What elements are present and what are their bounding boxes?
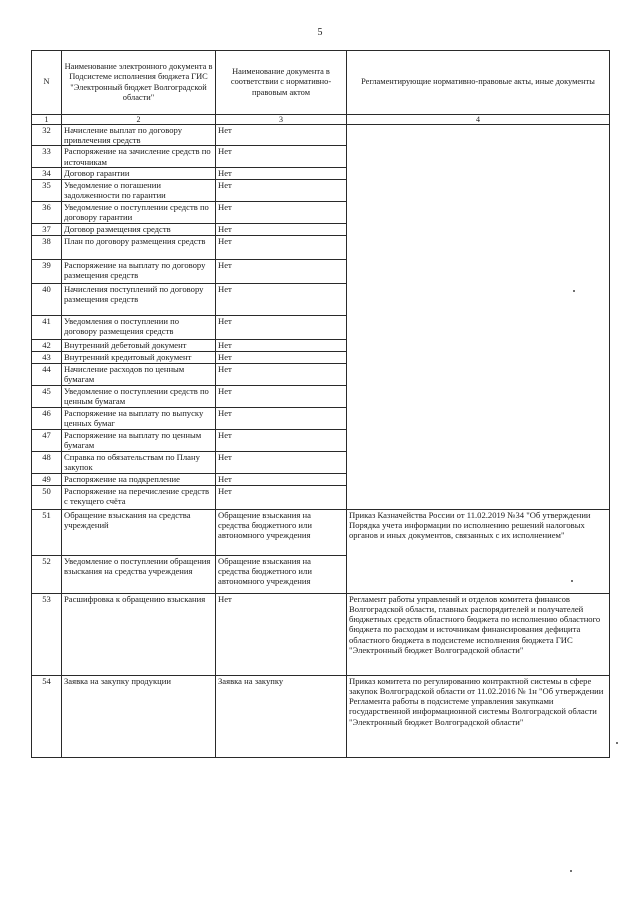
row-number: 41: [32, 315, 62, 339]
electronic-document-name: Договор гарантии: [62, 167, 216, 179]
row-number: 40: [32, 283, 62, 315]
column-index-3: 3: [216, 115, 347, 125]
row-number: 45: [32, 385, 62, 407]
page-number: 5: [317, 27, 323, 38]
header-normative-document-name: Наименование документа в соответствии с нормативно-правовым актом: [216, 51, 347, 115]
regulatory-documents-table: [31, 50, 610, 758]
electronic-document-name: Распоряжение на выплату по договору размещения средств: [62, 259, 216, 283]
electronic-document-name: Начисления поступлений по договору размещения средств: [62, 283, 216, 315]
normative-document-name: Нет: [216, 473, 347, 485]
row-number: 32: [32, 125, 62, 146]
row-number: 44: [32, 363, 62, 385]
electronic-document-name: Уведомление о поступлении средств по ценным бумагам: [62, 385, 216, 407]
header-electronic-document-name: Наименование электронного документа в Подсистеме исполнения бюджета ГИС "Электронный бюджет Волгоградской области": [62, 51, 216, 115]
electronic-document-name: Внутренний дебетовый документ: [62, 339, 216, 351]
row-number: 33: [32, 146, 62, 167]
row-number: 53: [32, 593, 62, 675]
normative-document-name: Нет: [216, 146, 347, 167]
electronic-document-name: Заявка на закупку продукции: [62, 675, 216, 757]
normative-document-name: Нет: [216, 315, 347, 339]
table-row: [32, 675, 610, 757]
scan-speck: [573, 290, 575, 292]
row-number: 34: [32, 167, 62, 179]
normative-document-name: Нет: [216, 351, 347, 363]
electronic-document-name: Уведомления о поступлении по договору размещения средств: [62, 315, 216, 339]
normative-document-name: Нет: [216, 167, 347, 179]
row-number: 36: [32, 201, 62, 223]
row-number: 43: [32, 351, 62, 363]
normative-document-name: Нет: [216, 339, 347, 351]
normative-document-name: Нет: [216, 363, 347, 385]
column-index-1: 1: [32, 115, 62, 125]
normative-document-name: Заявка на закупку: [216, 675, 347, 757]
regulatory-acts-empty: [347, 125, 610, 510]
regulatory-act: Приказ комитета по регулированию контрактной системы в сфере закупок Волгоградской области от 11.02.2016 № 1н "Об утверждении Регламента работы в подсистеме управления закупками государственной информационной системы Волгоградской области "Электронный бюджет Волгоградской области": [347, 675, 610, 757]
electronic-document-name: Уведомление о поступлении средств по договору гарантии: [62, 201, 216, 223]
row-number: 54: [32, 675, 62, 757]
electronic-document-name: Распоряжение на перечисление средств с текущего счёта: [62, 485, 216, 509]
electronic-document-name: План по договору размещения средств: [62, 235, 216, 259]
table-row: [32, 509, 610, 555]
electronic-document-name: Расшифровка к обращению взыскания: [62, 593, 216, 675]
regulatory-act: Регламент работы управлений и отделов комитета финансов Волгоградской области, главных распорядителей и получателей бюджетных средств областного бюджета по исполнению областного бюджета по расходам и источникам финансирования дефицита областного бюджета в подсистеме исполнения бюджета ГИС "Электронный бюджет Волгоградской области": [347, 593, 610, 675]
row-number: 39: [32, 259, 62, 283]
electronic-document-name: Начисление выплат по договору привлечения средств: [62, 125, 216, 146]
column-index-4: 4: [347, 115, 610, 125]
electronic-document-name: Договор размещения средств: [62, 223, 216, 235]
normative-document-name: Нет: [216, 259, 347, 283]
row-number: 49: [32, 473, 62, 485]
row-number: 47: [32, 429, 62, 451]
electronic-document-name: Уведомление о поступлении обращения взыскания на средства учреждения: [62, 555, 216, 593]
electronic-document-name: Внутренний кредитовый документ: [62, 351, 216, 363]
header-regulatory-acts: Регламентирующие нормативно-правовые акты, иные документы: [347, 51, 610, 115]
normative-document-name: Нет: [216, 451, 347, 473]
row-number: 38: [32, 235, 62, 259]
electronic-document-name: Распоряжение на выплату по ценным бумагам: [62, 429, 216, 451]
normative-document-name: Нет: [216, 235, 347, 259]
electronic-document-name: Обращение взыскания на средства учреждений: [62, 509, 216, 555]
column-index-2: 2: [62, 115, 216, 125]
electronic-document-name: Справка по обязательствам по Плану закупок: [62, 451, 216, 473]
normative-document-name: Нет: [216, 179, 347, 201]
normative-document-name: Нет: [216, 593, 347, 675]
row-number: 52: [32, 555, 62, 593]
normative-document-name: Нет: [216, 385, 347, 407]
table-row: [32, 593, 610, 675]
row-number: 48: [32, 451, 62, 473]
normative-document-name: Нет: [216, 223, 347, 235]
electronic-document-name: Распоряжение на зачисление средств по источникам: [62, 146, 216, 167]
normative-document-name: Нет: [216, 283, 347, 315]
electronic-document-name: Начисление расходов по ценным бумагам: [62, 363, 216, 385]
row-number: 37: [32, 223, 62, 235]
row-number: 35: [32, 179, 62, 201]
normative-document-name: Нет: [216, 407, 347, 429]
normative-document-name: Нет: [216, 201, 347, 223]
row-number: 51: [32, 509, 62, 555]
electronic-document-name: Распоряжение на выплату по выпуску ценных бумаг: [62, 407, 216, 429]
scan-speck: [570, 870, 572, 872]
scan-speck: [571, 580, 573, 582]
regulatory-act: Приказ Казначейства России от 11.02.2019 №34 "Об утверждении Порядка учета информации по исполнению решений налоговых органов и иных документов, связанных с их исполнением": [347, 509, 610, 593]
normative-document-name: Нет: [216, 125, 347, 146]
normative-document-name: Нет: [216, 429, 347, 451]
row-number: 46: [32, 407, 62, 429]
row-number: 42: [32, 339, 62, 351]
electronic-document-name: Распоряжение на подкрепление: [62, 473, 216, 485]
electronic-document-name: Уведомление о погашении задолженности по гарантии: [62, 179, 216, 201]
scan-speck: [616, 742, 618, 744]
table-row: [32, 125, 610, 146]
normative-document-name: Обращение взыскания на средства бюджетного или автономного учреждения: [216, 509, 347, 555]
row-number: 50: [32, 485, 62, 509]
normative-document-name: Нет: [216, 485, 347, 509]
normative-document-name: Обращение взыскания на средства бюджетного или автономного учреждения: [216, 555, 347, 593]
header-number: N: [32, 51, 62, 115]
